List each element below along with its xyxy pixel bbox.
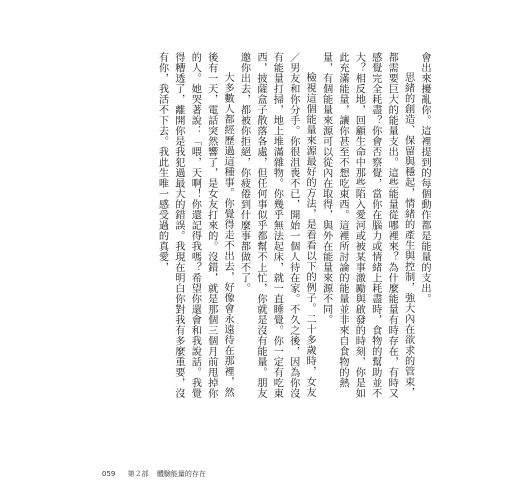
- body-text: [153, 52, 432, 404]
- paragraph-3: 檢視這個能量來源最好的方法，是看看以下的例子。二十多歲時，女友／男友和你分手。你很沮喪不已，開始一個人待在家。不久之後，因為你沒有能量打掃，地上堆滿雜物。你幾乎無法起床，就一直睡覺。你一定有吃東西，披薩盒子散落各處，但任何事似乎都幫不上忙，你就是沒有能量。朋友邀你出去，都被你拒絕，你疲倦到什麼事都做不了。: [238, 52, 316, 399]
- chapter-title: 體驗能量的存在: [156, 470, 206, 478]
- page-number: 059: [102, 470, 116, 478]
- page-footer: [102, 469, 206, 479]
- paragraph-1: 會出來擾亂你。這裡提到的每個動作都是能量的支出。: [419, 52, 430, 304]
- paragraph-4: 大多數人都經歷過這種事。你覺得走不出去，好像會永遠待在那裡，然後有一天，電話突然響了，是女友打來的。沒錯，就是那個三個月前甩掉你的人。她哭著說：「喂，天啊！你還記得我嗎？希望你還會和我說話。我覺得糟透了，離開你是我犯過最大的錯誤。我現在明白你對我有多麼重要，沒有你，我活不下去。我此生唯一感受過的真愛，: [156, 52, 234, 399]
- paragraph-2: 思緒的創造、保留與穩起，情緒的產生與控制，強大內在欲求的管束，都需要巨大的能量支出。這些能量從哪裡來？為什麼能量有時存在，有時又感覺完全耗盡？你會否察覺，當你在腦力或情緒上耗盡時，食物的幫助並不大？相反地，回顧生命中那些陷入愛河或被某事激勵與啟發的時刻，你是如此充滿能量，讓你甚至不想吃東西。這裡所討論的能量並非來自食物的熱量，有個能量來源可以從內在取得，與外在能量來源不同。: [320, 52, 414, 399]
- chapter-label: 第２部: [127, 470, 149, 478]
